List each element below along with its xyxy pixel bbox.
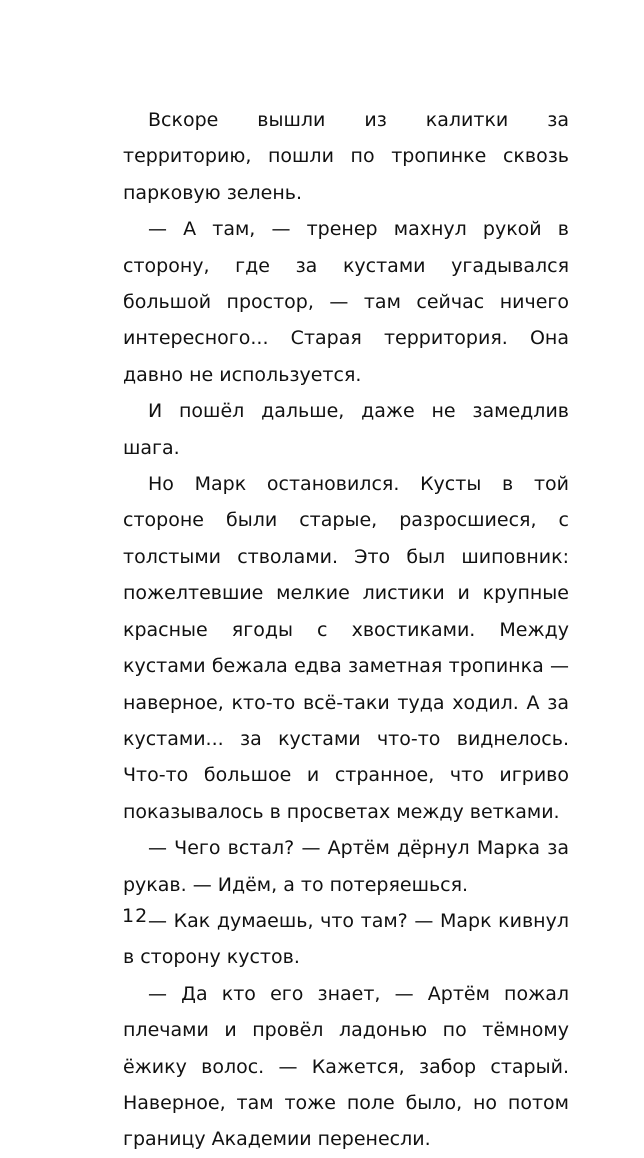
paragraph-7: — Да кто его знает, — Артём пожал плечами и провёл ладонью по тёмному ёжику волос. — Кажется, забор старый. Наверное, там тоже поле было, но потом границу Академии перенесли.	[123, 982, 569, 1151]
page-text	[123, 102, 569, 1158]
paragraph-6: — Как думаешь, что там? — Марк кивнул в сторону кустов.	[123, 909, 569, 969]
paragraph-5: — Чего встал? — Артём дёрнул Марка за рукав. — Идём, а то потеряешься.	[123, 837, 569, 896]
paragraph-2: — А там, — тренер махнул рукой в сторону, где за кустами угадывался большой простор, — там сейчас ничего интересного... Старая территория. Она давно не используется.	[123, 218, 569, 386]
paragraph-4: Но Марк остановился. Кусты в той стороне были старые, разросшиеся, с толстыми стволами. Это был шиповник: пожелтевшие мелкие листики и крупные красные ягоды с хвостиками. Между кустами бежала едва заметная тропинка — наверное, кто-то всё-таки туда ходил. А за кустами... за кустами что-то виднелось. Что-то большое и странное, что игриво показывалось в просветах между ветками.	[123, 473, 569, 823]
paragraph-1: Вскоре вышли из калитки за территорию, пошли по тропинке сквозь парковую зелень.	[123, 109, 569, 204]
paragraph-3: И пошёл дальше, даже не замедлив шага.	[123, 400, 569, 459]
page-number: 12	[122, 905, 149, 927]
